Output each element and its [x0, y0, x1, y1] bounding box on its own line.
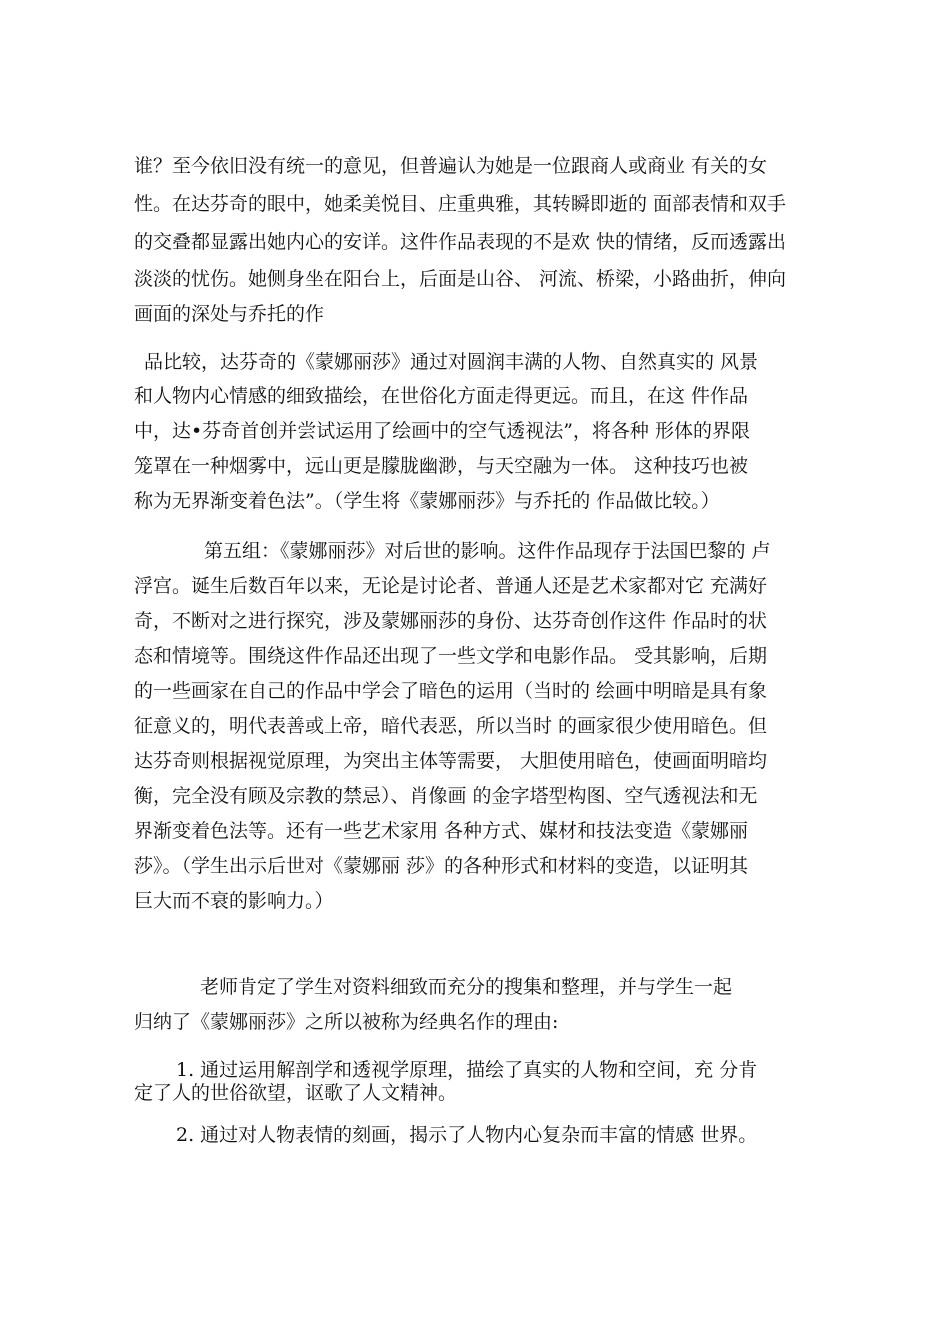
text-line: 2. 通过对人物表情的刻画，揭示了人物内心复杂而丰富的情感 世界。 [176, 1124, 758, 1146]
text-line: 和人物内心情感的细致描绘，在世俗化方面走得更远。而且，在这 件作品 [134, 385, 749, 407]
text-line: 谁？至今依旧没有统一的意见，但普遍认为她是一位跟商人或商业 有关的女 [134, 155, 768, 177]
text-line: 征意义的，明代表善或上帝，暗代表恶，所以当时 的画家很少使用暗色。但 [134, 715, 768, 737]
text-line: 第五组：《蒙娜丽莎》对后世的影响。这件作品现存于法国巴黎的 卢 [204, 540, 771, 562]
text-line: 浮宫。诞生后数百年以来，无论是讨论者、普通人还是艺术家都对它 充满好 [134, 575, 768, 597]
text-line: 奇，不断对之进行探究，涉及蒙娜丽莎的身份、达芬奇创作这件 作品时的状 [134, 610, 768, 632]
text-line: 巨大而不衰的影响力。） [134, 890, 334, 912]
text-line: 中，达•芬奇首创并尝试运用了绘画中的空气透视法”，将各种 形体的界限 [134, 420, 750, 442]
text-line: 归纳了《蒙娜丽莎》之所以被称为经典名作的理由: [134, 1011, 559, 1033]
text-line: 界渐变着色法等。还有一些艺术家用 各种方式、媒材和技法变造《蒙娜丽 [134, 820, 749, 842]
text-line: 莎》。（学生出示后世对《蒙娜丽 莎》的各种形式和材料的变造，以证明其 [134, 855, 749, 877]
text-line: 衡，完全没有顾及宗教的禁忌）、肖像画 的金字塔型构图、空气透视法和无 [134, 785, 758, 807]
text-line: 达芬奇则根据视觉原理，为突出主体等需要， 大胆使用暗色，使画面明暗均 [134, 750, 768, 772]
text-line: 性。在达芬奇的眼中，她柔美悦目、庄重典雅，其转瞬即逝的 面部表情和双手 [134, 193, 787, 215]
text-line: 1. 通过运用解剖学和透视学原理，描绘了真实的人物和空间，充 分肯 [176, 1059, 758, 1081]
text-line: 称为无界渐变着色法”。（学生将《蒙娜丽莎》与乔托的 作品做比较。） [134, 490, 720, 512]
text-line: 笼罩在一种烟雾中，远山更是朦胧幽渺，与天空融为一体。 这种技巧也被 [134, 455, 749, 477]
text-line: 的一些画家在自己的作品中学会了暗色的运用（当时的 绘画中明暗是具有象 [134, 680, 768, 702]
text-line: 品比较，达芬奇的《蒙娜丽莎》通过对圆润丰满的人物、自然真实的 风景 [144, 351, 759, 373]
text-line: 定了人的世俗欲望，讴歌了人文精神。 [134, 1082, 458, 1104]
text-line: 态和情境等。围绕这件作品还出现了一些文学和电影作品。 受其影响，后期 [134, 645, 768, 667]
text-line: 淡淡的忧伤。她侧身坐在阳台上，后面是山谷、 河流、桥梁，小路曲折，伸向 [134, 268, 787, 290]
text-line: 老师肯定了学生对资料细致而充分的搜集和整理，并与学生一起 [200, 976, 733, 998]
text-line: 画面的深处与乔托的作 [134, 303, 325, 325]
text-line: 的交叠都显露出她内心的安详。这件作品表现的不是欢 快的情绪，反而透露出 [134, 231, 787, 253]
